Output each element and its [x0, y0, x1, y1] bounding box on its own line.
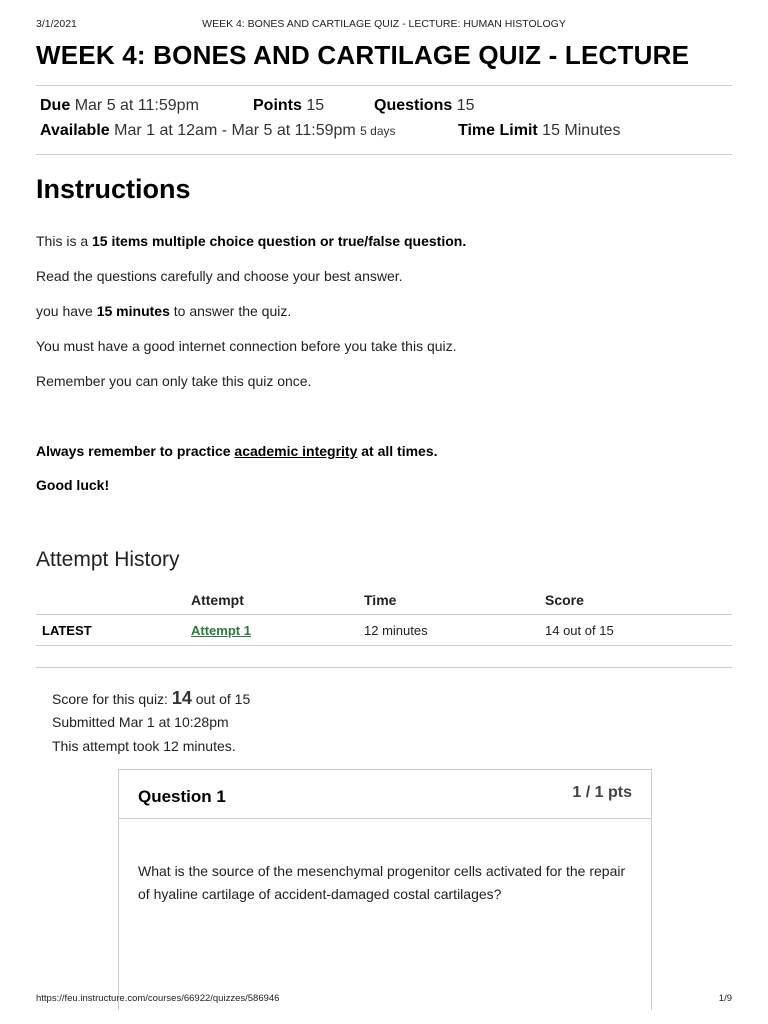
question-card	[118, 769, 652, 1010]
question-header	[119, 770, 651, 819]
print-doc-title: WEEK 4: BONES AND CARTILAGE QUIZ - LECTURE: HUMAN HISTOLOGY	[202, 18, 566, 30]
attempt-duration-text: This attempt took 12 minutes.	[52, 738, 236, 754]
instructions-paragraph: Good luck!	[36, 477, 110, 493]
latest-label: LATEST	[36, 615, 185, 646]
submitted-text: Submitted Mar 1 at 10:28pm	[52, 714, 229, 730]
divider	[36, 85, 732, 86]
points-meta	[253, 97, 324, 115]
points-label: Points	[253, 97, 302, 114]
print-header	[36, 18, 732, 32]
text: Always remember to practice	[36, 443, 235, 459]
attempt-link[interactable]: Attempt 1	[191, 622, 251, 638]
attempt-score: 14 out of 15	[539, 615, 732, 646]
attempt-history-heading: Attempt History	[36, 548, 180, 571]
questions-label: Questions	[374, 97, 453, 114]
available-value: Mar 1 at 12am - Mar 5 at 11:59pm	[114, 122, 356, 139]
available-duration: 5 days	[360, 124, 396, 138]
page-title: WEEK 4: BONES AND CARTILAGE QUIZ - LECTURE	[36, 40, 690, 70]
divider	[36, 154, 732, 155]
time-limit-value: 15 Minutes	[542, 122, 621, 139]
bold-text: 15 items multiple choice question or true/false question.	[92, 233, 467, 249]
print-footer	[36, 993, 732, 1007]
attempt-history-table	[36, 586, 732, 646]
print-date: 3/1/2021	[36, 18, 77, 30]
bold-text: 15 minutes	[96, 303, 170, 319]
print-page-number: 1/9	[718, 993, 732, 1004]
instructions-paragraph: Remember you can only take this quiz once.	[36, 373, 312, 389]
instructions-heading: Instructions	[36, 174, 191, 204]
questions-value: 15	[456, 97, 475, 114]
instructions-paragraph	[36, 303, 291, 319]
quiz-score-summary	[52, 688, 250, 709]
available-label: Available	[40, 122, 110, 139]
time-limit-meta	[458, 122, 620, 140]
instructions-paragraph: You must have a good internet connection before you take this quiz.	[36, 338, 457, 354]
questions-meta	[374, 97, 474, 115]
due-meta	[40, 97, 199, 115]
points-value: 15	[306, 97, 325, 114]
column-header	[36, 586, 185, 615]
academic-integrity-link[interactable]: academic integrity	[234, 443, 358, 459]
print-url: https://feu.instructure.com/courses/66922/quizzes/586946	[36, 993, 280, 1004]
attempt-time: 12 minutes	[358, 615, 539, 646]
column-header: Attempt	[185, 586, 358, 615]
score-value: 14	[171, 688, 192, 708]
time-limit-label: Time Limit	[458, 122, 538, 139]
text: out of 15	[191, 691, 251, 707]
text: to answer the quiz.	[169, 303, 292, 319]
instructions-paragraph	[36, 233, 466, 249]
due-value: Mar 5 at 11:59pm	[74, 97, 199, 114]
instructions-paragraph	[36, 443, 438, 459]
available-meta	[40, 122, 396, 140]
question-title: Question 1	[138, 787, 226, 806]
text: at all times.	[357, 443, 438, 459]
table-header-row	[36, 586, 732, 615]
question-text: What is the source of the mesenchymal progenitor cells activated for the repair of hyaline cartilage of accident-damaged costal cartilages?	[138, 863, 626, 902]
instructions-paragraph: Read the questions carefully and choose your best answer.	[36, 268, 403, 284]
question-points: 1 / 1 pts	[572, 784, 632, 801]
column-header: Time	[358, 586, 539, 615]
due-label: Due	[40, 97, 71, 114]
divider	[36, 667, 732, 668]
column-header: Score	[539, 586, 732, 615]
text: This is a	[36, 233, 93, 249]
text: Score for this quiz:	[52, 691, 172, 707]
table-row	[36, 615, 732, 646]
text: you have	[36, 303, 97, 319]
